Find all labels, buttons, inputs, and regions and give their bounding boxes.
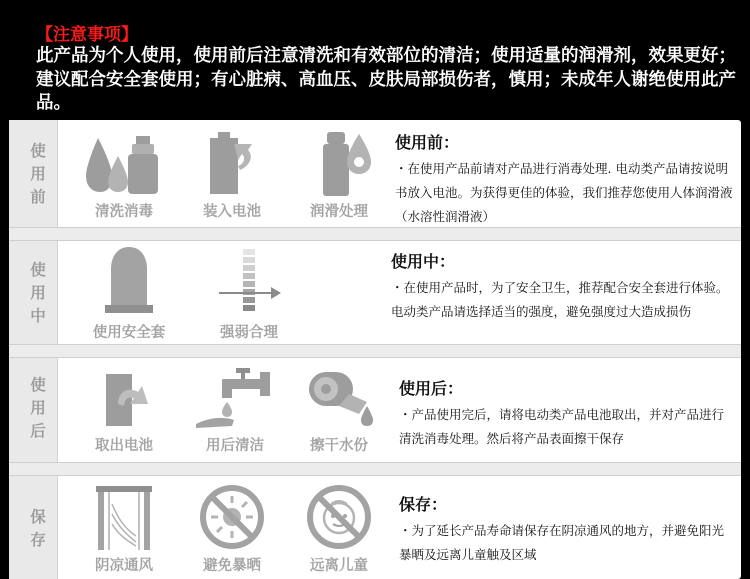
paper-roll-icon: [299, 364, 379, 430]
lube-bottle-icon: [299, 130, 379, 196]
icon-caption: 使用安全套: [92, 325, 166, 341]
battery-remove-icon: [84, 364, 164, 430]
no-children-icon: [299, 484, 379, 550]
icon-caption: 强弱合理: [220, 325, 278, 341]
drops-spray-icon: [84, 130, 164, 196]
section-text: ・产品使用完后，请将电动类产品电池取出，并对产品进行清洗消毒处理。然后将产品表面擦干保存: [399, 407, 725, 446]
section-text: ・在使用产品前请对产品进行消毒处理. 电动类产品请按说明书放入电池。为获得更佳的体验，我们推荐您使用人体润滑液（水溶性润滑液）: [395, 161, 733, 224]
icon-caption: 取出电池: [95, 438, 153, 454]
icon-group-no-sun: [187, 484, 277, 575]
icon-caption: 避免暴晒: [203, 558, 261, 574]
icon-group-lube: [294, 130, 384, 221]
section-title: 使用后：: [399, 379, 464, 398]
section-during-use: [9, 241, 741, 344]
icon-caption: 装入电池: [203, 204, 261, 220]
notice-title: 【注意事项】: [36, 25, 138, 45]
instructions-panel: [9, 120, 741, 579]
section-divider: [9, 344, 741, 358]
section-label: 使 用 前: [30, 142, 46, 206]
icon-caption: 阴凉通风: [95, 558, 153, 574]
section-title: 保存：: [399, 495, 448, 514]
icon-group-faucet: [187, 364, 283, 455]
section-after-use: [9, 358, 741, 462]
window-curtain-icon: [84, 484, 164, 550]
icon-group-no-children: [294, 484, 384, 575]
section-storage: [9, 476, 741, 579]
section-label: 使 用 后: [30, 376, 46, 440]
icon-caption: 远离儿童: [310, 558, 368, 574]
section-divider: [9, 462, 741, 476]
section-divider: [9, 227, 741, 241]
intensity-level-icon: [209, 245, 289, 317]
icon-group-condom: [79, 245, 179, 342]
icon-group-wash: [79, 130, 169, 221]
section-title: 使用中：: [391, 252, 456, 271]
section-description: [395, 130, 733, 229]
section-description: [391, 249, 733, 324]
notice-body: 此产品为个人使用，使用前后注意清洗和有效部位的清洁；使用适量的润滑剂，效果更好；建议配合安全套使用；有心脏病、高血压、皮肤局部损伤者，慎用；未成年人谢绝使用此产品。: [36, 46, 736, 113]
section-description: [399, 376, 733, 451]
icon-group-battery-remove: [79, 364, 169, 455]
section-label: 保 存: [30, 508, 46, 549]
icon-group-curtain: [79, 484, 169, 575]
battery-insert-icon: [192, 130, 272, 196]
section-label: 使 用 中: [30, 261, 46, 325]
icon-caption: 擦干水份: [310, 438, 368, 454]
icon-group-intensity: [199, 245, 299, 342]
icon-caption: 润滑处理: [310, 204, 368, 220]
icon-group-paper: [294, 364, 384, 455]
faucet-icon: [192, 364, 278, 430]
no-sun-icon: [192, 484, 272, 550]
icon-caption: 清洗消毒: [95, 204, 153, 220]
section-description: [399, 492, 733, 567]
section-before-use: [9, 120, 741, 227]
icon-caption: 用后清洁: [206, 438, 264, 454]
icon-group-battery-insert: [187, 130, 277, 221]
section-title: 使用前：: [395, 133, 460, 152]
section-text: ・为了延长产品寿命请保存在阴凉通风的地方，并避免阳光暴晒及远离儿童触及区域: [399, 523, 725, 562]
section-text: ・在使用产品时，为了安全卫生，推荐配合安全套进行体验。电动类产品请选择适当的强度，避免强度过大造成损伤: [391, 280, 729, 319]
condom-icon: [89, 245, 169, 317]
